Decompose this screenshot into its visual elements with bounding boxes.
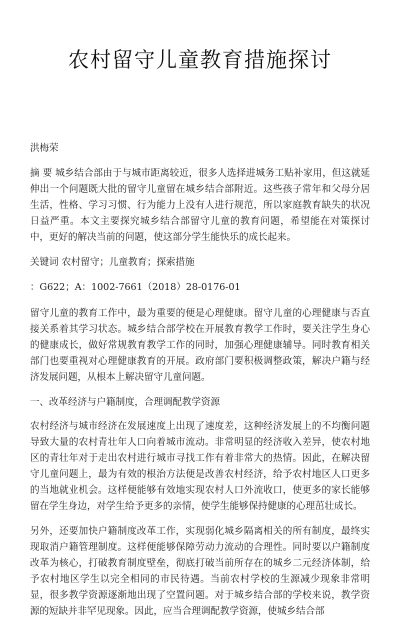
keywords-line: 关键词 农村留守；儿童教育；探索措施 <box>30 257 195 268</box>
intro-paragraph: 留守儿童的教育工作中，最为重要的便是心理健康。留守儿童的心理健康与否直接关系着其学习状态。城乡结合部学校在开展教育教学工作时，要关注学生身心的健康成长，做好常规教育教学工作的同时，加强心理健康辅导。同时教育相关部门也要重视对心理健康教育的开展。政府部门要积极调整政策，解决户籍与经济发展问题，从根本上解决留守儿童问题。 <box>30 308 370 383</box>
classification-line: ：G622；A：1002-7661（2018）28-0176-01 <box>30 282 241 293</box>
section-heading: 一、改革经济与户籍制度，合理调配教学资源 <box>30 397 221 408</box>
body-paragraph-2: 另外，还要加快户籍制度改革工作，实现弱化城乡隔离相关的所有制度，最终实现取消户籍管理制度。这样便能够保障劳动力流动的合理性。同时要以户籍制度改革为核心，打破教育制度壁垒，彻底打破当前所存在的城乡二元经济体制，给予农村地区学生以完全相同的市民待遇。当前农村学校的生源减少现象非常明显，很多教学资源逐渐地出现了空置问题。对于城乡结合部的学校来说，教学资源的短缺并非罕见现象。因此，应当合理调配教学资源，使城乡结合部 <box>30 526 370 617</box>
abstract-paragraph: 摘 要 城乡结合部由于与城市距离较近，很多人选择进城务工贴补家用，但这就延伸出一个问题既大批的留守儿童留在城乡结合部附近。这些孩子常年和父母分居生活，性格、学习习惯、行为能力上没有人进行规范，所以家庭教育缺失的状况日益严重。本文主要探究城乡结合部留守儿童的教育问题，希望能在对策探讨中，更好的解决当前的问题，使这部分学生能快乐的成长起来。 <box>30 168 370 243</box>
paper-title: 农村留守儿童教育措施探讨 <box>68 48 332 72</box>
author-name: 洪梅荣 <box>30 143 59 154</box>
body-paragraph-1: 农村经济与城市经济在发展速度上出现了速度差，这种经济发展上的不均衡问题导致大量的农村青壮年人口向着城市流动。非常明显的经济收入差异，使农村地区的青壮年对于走出农村进行城市寻找工作有着非常大的热情。因此，在解决留守儿童问题上，最为有效的根治方法便是改善农村经济，给予农村地区人口更多的当地就业机会。这样便能够有效地实现农村人口外流收口，使更多的家长能够留在学生身边，对学生给予更多的亲情，使学生能够保持健康的心理茁壮成长。 <box>30 421 370 512</box>
